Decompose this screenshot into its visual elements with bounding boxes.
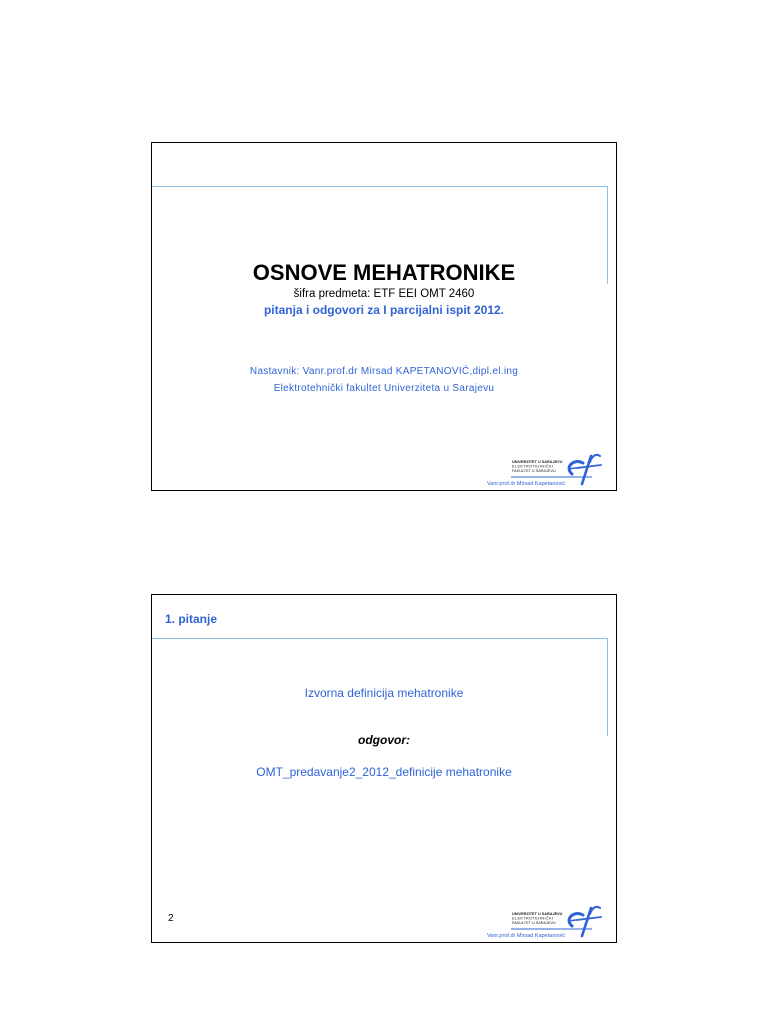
logo-line-1: UNIVERZITET U SARAJEVU [512,460,563,464]
answer-label: odgovor: [358,733,410,747]
header-rule [152,638,608,639]
faculty-name: Elektrotehnički fakultet Univerziteta u Sarajevu [273,383,495,394]
logo-line-3: FAKULTET U SARAJEVU [512,921,556,925]
course-title: OSNOVE MEHATRONIKE [252,260,516,285]
logo-line-2: ELEKTROTEHNIČKI [512,916,554,921]
answer-text: OMT_predavanje2_2012_definicije mehatronike [256,765,512,779]
logo-line-1: UNIVERZITET U SARAJEVU [512,912,563,916]
slide-tagline: pitanja i odgovori za I parcijalni ispit 2012. [263,303,505,317]
footer-author: Vanr.prof.dr Mirsad Kapetanović [487,933,566,939]
logo-line-3: FAKULTET U SARAJEVU [512,469,556,473]
logo-line-2: ELEKTROTEHNIČKI [512,464,554,469]
slide-heading: 1. pitanje [165,612,218,626]
header-rule [152,186,608,187]
question-slide [151,594,617,943]
course-code: šifra predmeta: ETF EEI OMT 2460 [293,288,475,300]
footer-author: Vanr.prof.dr Mirsad Kapetanović [487,481,566,487]
teacher-name: Nastavnik: Vanr.prof.dr Mirsad KAPETANOVIĆ,dipl.el.ing [249,366,519,377]
page-number: 2 [168,913,174,924]
question-text: Izvorna definicija mehatronike [304,686,464,700]
title-slide [151,142,617,491]
